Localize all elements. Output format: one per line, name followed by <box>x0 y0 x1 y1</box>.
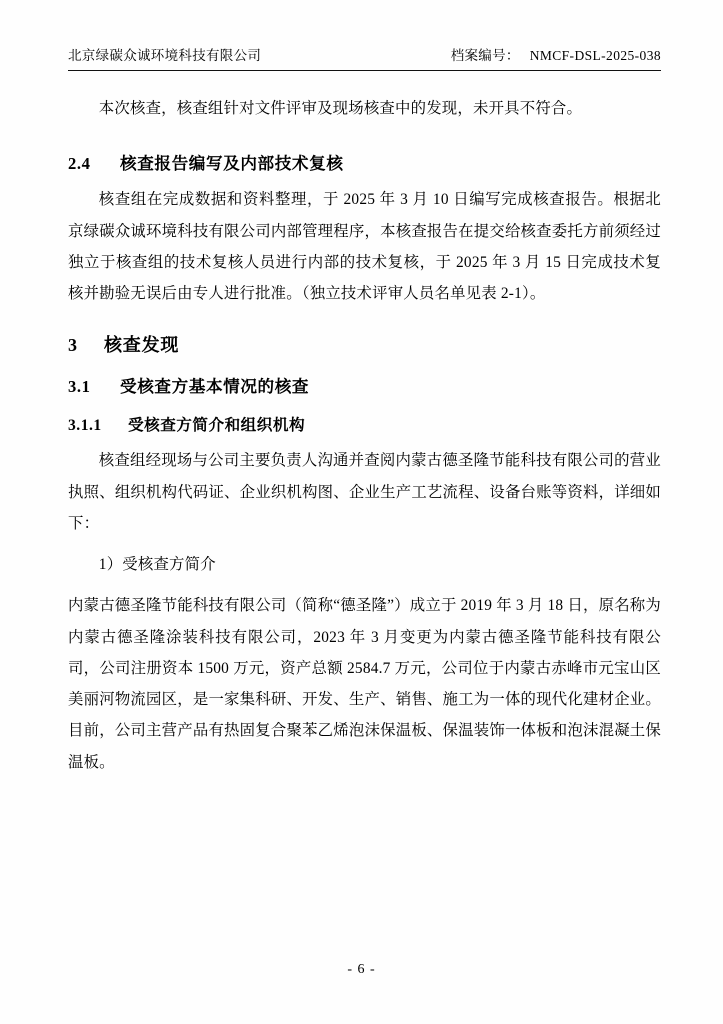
header-company-name: 北京绿碳众诚环境科技有限公司 <box>68 48 262 63</box>
heading-3 <box>68 331 661 357</box>
paragraph-2-4: 核查组在完成数据和资料整理，于 2025 年 3 月 10 日编写完成核查报告。根据北京绿碳众诚环境科技有限公司内部管理程序，本核查报告在提交给核查委托方前须经过独立于核查组的技术复核人员进行内部的技术复核，于 2025 年 3 月 15 日完成技术复核并勘验无误后由专人进行批准。（独立技术评审人员名单见表 2-1）。 <box>68 191 661 303</box>
heading-3-1-1-number: 3.1.1 <box>68 417 102 435</box>
heading-2-4 <box>68 150 661 174</box>
heading-2-4-title: 核查报告编写及内部技术复核 <box>120 154 344 174</box>
spacer <box>68 126 661 134</box>
heading-3-number: 3 <box>68 335 78 356</box>
heading-3-1 <box>68 373 661 397</box>
heading-3-1-title: 受核查方基本情况的核查 <box>120 377 310 397</box>
page-footer: - 6 - <box>347 962 376 977</box>
spacer <box>68 582 661 590</box>
heading-2-4-number: 2.4 <box>68 154 91 174</box>
heading-3-1-1-title: 受核查方简介和组织机构 <box>128 417 306 435</box>
heading-3-1-number: 3.1 <box>68 377 91 397</box>
header-archive <box>451 44 661 64</box>
paragraph-3-1-1-b: 内蒙古德圣隆节能科技有限公司（简称“德圣隆”）成立于 2019 年 3 月 18 日，原名称为内蒙古德圣隆涂装科技有限公司，2023 年 3 月变更为内蒙古德圣隆节能科技有限公司，公司注册资本 1500 万元，资产总额 2584.7 万元，公司位于内蒙古赤峰市元宝山区美丽河物流园区，是一家集科研、开发、生产、销售、施工为一体的现代化建材企业。目前，公司主营产品有热固复合聚苯乙烯泡沫保温板、保温装饰一体板和泡沫混凝土保温板。 <box>68 597 661 771</box>
heading-3-1-1 <box>68 413 661 435</box>
list-item-1: 1）受核查方简介 <box>98 556 216 574</box>
page-header <box>68 44 661 71</box>
heading-3-title: 核查发现 <box>104 335 180 356</box>
paragraph-intro: 本次核查，核查组针对文件评审及现场核查中的发现，未开具不符合。 <box>98 100 583 117</box>
header-archive-label: 档案编号： <box>450 48 520 63</box>
spacer <box>68 541 661 549</box>
paragraph-3-1-1-a: 核查组经现场与公司主要负责人沟通并查阅内蒙古德圣隆节能科技有限公司的营业执照、组织机构代码证、企业织机构图、企业生产工艺流程、设备台账等资料，详细如下： <box>68 452 661 532</box>
header-archive-code: NMCF-DSL-2025-038 <box>529 48 661 63</box>
